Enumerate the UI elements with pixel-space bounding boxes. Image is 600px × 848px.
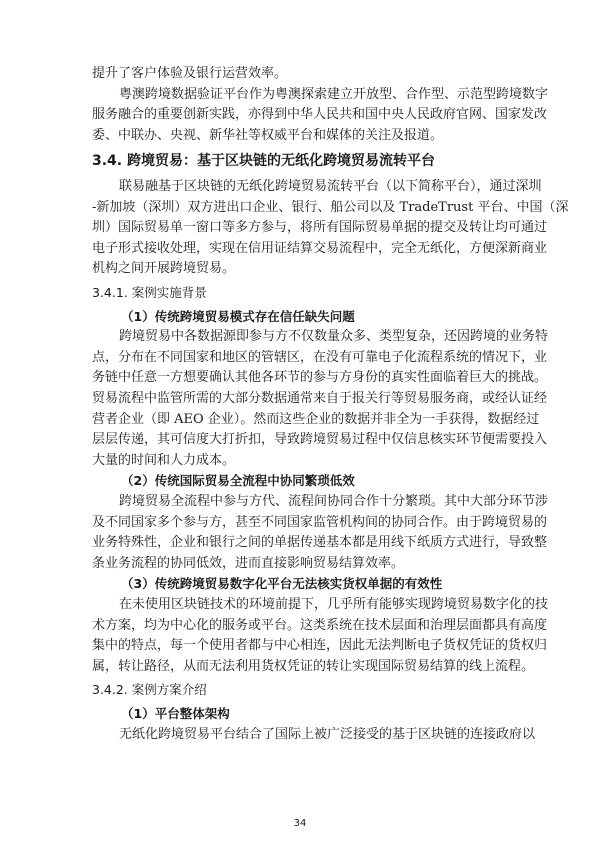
- text-line: 点，分布在不同国家和地区的管辖区，在没有可靠电子化流程系统的情况下，业: [92, 349, 548, 365]
- subsection-heading-1: （1）传统跨境贸易模式存在信任缺失问题: [121, 308, 355, 324]
- page-number: 34: [293, 818, 307, 829]
- text-line: 条业务流程的协同低效，进而直接影响贸易结算效率。: [92, 555, 405, 571]
- text-line: 务链中任意一方想要确认其他各环节的参与方身份的真实性面临着巨大的挑战。: [92, 370, 548, 386]
- text-line: 属，转让路径，从而无法利用货权凭证的转让实现国际贸易结算的线上流程。: [92, 658, 535, 674]
- subsection-heading-3: （3）传统跨境贸易数字化平台无法核实货权单据的有效性: [121, 576, 443, 592]
- section-heading-3-4: 3.4. 跨境贸易：基于区块链的无纸化跨境贸易流转平台: [92, 153, 435, 170]
- section-heading-3-4-1: 3.4.1. 案例实施背景: [92, 285, 207, 300]
- text-line: 跨境贸易中各数据源即参与方不仅数量众多、类型复杂，还因跨境的业务特: [119, 329, 549, 345]
- text-line: 贸易流程中监管所需的大部分数据通常来自于报关行等贸易服务商，或经认证经: [92, 391, 548, 406]
- text-line: 集中的特点，每一个使用者都与中心相连，因此无法判断电子货权凭证的货权归: [92, 638, 548, 654]
- text-line: 服务融合的重要创新实践，亦得到中华人民共和国中央人民政府官网、国家发改: [92, 107, 548, 123]
- text-line: 联易融基于区块链的无纸化跨境贸易流转平台（以下简称平台），通过深圳: [119, 179, 542, 194]
- text-line: 术方案，均为中心化的服务或平台。这类系统在技术层面和治理层面都具有高度: [92, 617, 548, 633]
- subsection-heading-4: （1）平台整体架构: [121, 706, 230, 721]
- text-line: 营者企业（即 AEO 企业）。然而这些企业的数据并非全为一手获得，数据经过: [92, 411, 540, 427]
- text-line: 层层传递，其可信度大打折扣，导致跨境贸易过程中仅信息核实环节便需要投入: [92, 432, 548, 448]
- text-line: 无纸化跨境贸易平台结合了国际上被广泛接受的基于区块链的连接政府以: [119, 726, 536, 742]
- text-line: 机构之间开展跨境贸易。: [92, 261, 236, 277]
- text-line: 提升了客户体验及银行运营效率。: [92, 66, 288, 81]
- text-line: -新加坡（深圳）双方进出口企业、银行、船公司以及 TradeTrust 平台、中国（深: [92, 199, 569, 215]
- text-line: 在未使用区块链技术的环境前提下，几乎所有能够实现跨境贸易数字化的技: [119, 597, 549, 612]
- text-line: 委、中联办、央视、新华社等权威平台和媒体的关注及报道。: [92, 127, 444, 143]
- text-line: 业务特殊性，企业和银行之间的单据传递基本都是用线下纸质方式进行，导致整: [92, 535, 548, 551]
- text-line: 及不同国家多个参与方，甚至不同国家监管机构间的协同合作。由于跨境贸易的: [92, 514, 548, 530]
- text-line: 圳）国际贸易单一窗口等多方参与，将所有国际贸易单据的提交及转让均可通过: [92, 220, 548, 236]
- text-line: 大量的时间和人力成本。: [92, 452, 236, 468]
- text-line: 粤澳跨境数据验证平台作为粤澳探索建立开放型、合作型、示范型跨境数字: [119, 86, 549, 102]
- text-line: 电子形式接收处理，实现在信用证结算交易流程中，完全无纸化，方便深新商业: [92, 240, 548, 256]
- section-heading-3-4-2: 3.4.2. 案例方案介绍: [92, 682, 207, 698]
- subsection-heading-2: （2）传统国际贸易全流程中协同繁琐低效: [121, 473, 355, 489]
- text-line: 跨境贸易全流程中参与方代、流程间协同合作十分繁琐。其中大部分环节涉: [119, 494, 549, 509]
